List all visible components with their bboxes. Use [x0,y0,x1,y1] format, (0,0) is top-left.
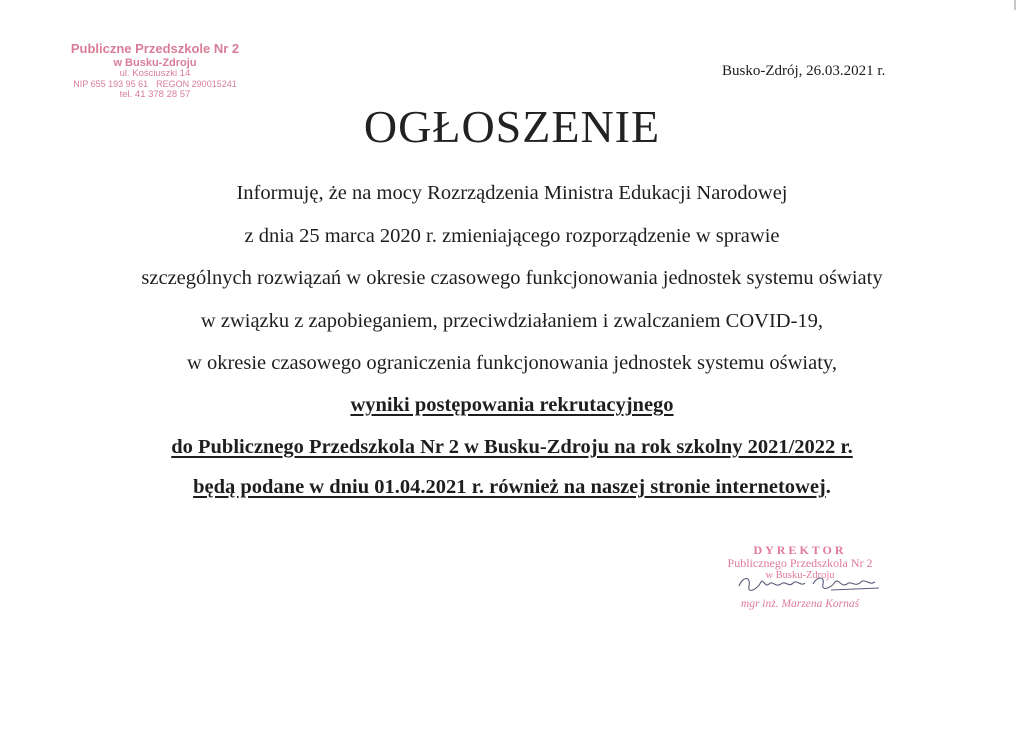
scan-mark [1014,0,1016,10]
body-line-1: Informuję, że na mocy Rozrządzenia Ministra Edukacji Narodowej [236,182,788,204]
announcement-period: . [825,476,831,498]
director-institution: Publicznego Przedszkola Nr 2 [727,556,873,571]
announcement-line-2 [0,436,1024,459]
announcement-text-3: będą podane w dniu 01.04.2021 r. również na naszej stronie internetowej [193,476,826,498]
stamp-nip: NIP 655 193 95 61 [73,79,149,90]
stamp-city: w Busku-Zdroju [113,56,197,69]
stamp-name: Publiczne Przedszkole Nr 2 [70,41,240,56]
announcement-line-3 [0,476,1024,499]
body-line-2: z dnia 25 marca 2020 r. zmieniającego rozporządzenie w sprawie [244,225,780,247]
director-name: mgr inż. Marzena Kornaś [740,597,860,610]
institution-stamp [70,42,240,100]
document-date: Busko-Zdrój, 26.03.2021 r. [722,63,886,79]
announcement-text-2: do Publicznego Przedszkola Nr 2 w Busku-Zdroju na rok szkolny 2021/2022 r. [171,436,853,458]
director-city: w Busku-Zdroju [765,570,835,582]
stamp-tel: tel. 41 378 28 57 [119,88,191,100]
stamp-street: ul. Kościuszki 14 [119,67,191,79]
body-line-5: w okresie czasowego ograniczenia funkcjonowania jednostek systemu oświaty, [187,352,837,374]
stamp-regon: REGON 290015241 [156,79,237,90]
body-line-4: w związku z zapobieganiem, przeciwdziałaniem i zwalczaniem COVID-19, [200,310,824,332]
signature-icon [735,570,885,596]
announcement-text-1: wyniki postępowania rekrutacyjnego [350,394,674,416]
director-title: DYREKTOR [753,543,847,557]
body-line-3: szczególnych rozwiązań w okresie czasowego funkcjonowania jednostek systemu oświaty [141,267,883,289]
document-title: OGŁOSZENIE [363,101,661,152]
announcement-line-1 [0,394,1024,417]
